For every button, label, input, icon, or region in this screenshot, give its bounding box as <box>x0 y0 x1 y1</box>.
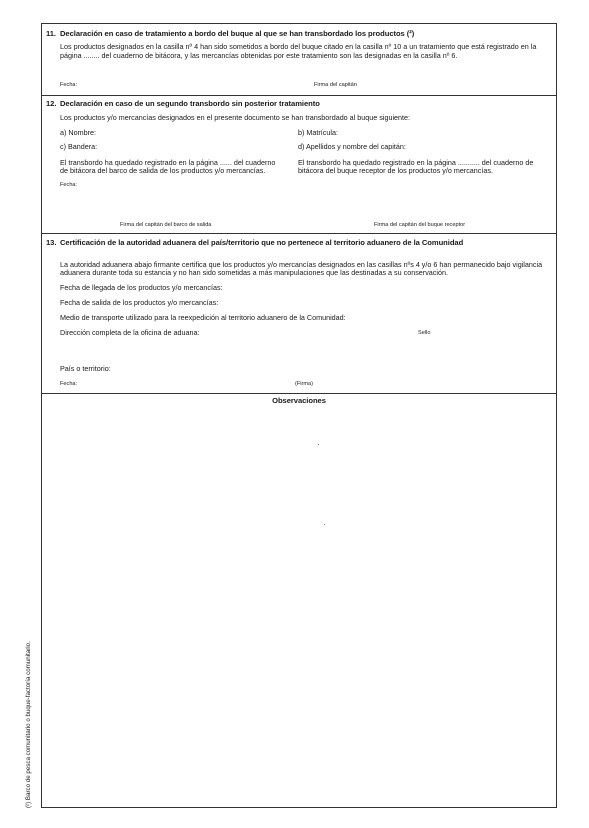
section-13-number: 13. <box>46 238 57 247</box>
stamp-label: Sello <box>418 330 431 336</box>
scan-speck <box>318 444 319 445</box>
form-page <box>41 23 557 808</box>
observations-title: Observaciones <box>272 396 326 405</box>
customs-office-address-label: Dirección completa de la oficina de aduana: <box>60 328 200 337</box>
section-11-body-line-2: página ........ del cuaderno de bitácora, y las mercancías obtenidas por este tratamiento son las designadas en la casilla nº 6. <box>60 51 458 60</box>
ship-registration-label: b) Matrícula: <box>298 128 338 137</box>
receiver-log-line-2: bitácora del buque receptor de los productos y/o mercancías. <box>298 166 493 175</box>
receiver-captain-signature-label: Firma del capitán del buque receptor <box>374 222 466 228</box>
section-12-intro: Los productos y/o mercancías designados en el presente documento se han transbordado al buque siguiente: <box>60 113 411 122</box>
section-11 <box>42 24 556 96</box>
observations-area <box>42 394 556 807</box>
section-11-number: 11. <box>46 29 56 38</box>
section-12-title: Declaración en caso de un segundo transbordo sin posterior tratamiento <box>60 99 320 108</box>
arrival-date-label: Fecha de llegada de los productos y/o mercancías: <box>60 283 223 292</box>
captain-name-label: d) Apellidos y nombre del capitán: <box>298 142 406 151</box>
section-11-signature-label: Firma del capitán <box>314 82 357 88</box>
scan-speck <box>324 524 325 525</box>
section-13-body-line-2: aduanera durante toda su estancia y no han sido sometidas a más manipulaciones que las destinadas a su conservación. <box>60 268 448 277</box>
ship-flag-label: c) Bandera: <box>60 142 98 151</box>
country-territory-label: País o territorio: <box>60 364 111 373</box>
section-13-body-line-1: La autoridad aduanera abajo firmante certifica que los productos y/o mercancías designados en las casillas nºs 4 y/o 6 han permanecido bajo vigilancia <box>60 260 543 269</box>
departure-date-label: Fecha de salida de los productos y/o mercancías: <box>60 298 219 307</box>
section-11-date-label: Fecha: <box>60 82 78 88</box>
section-12-date-label: Fecha: <box>60 182 78 188</box>
section-12-number: 12. <box>46 99 57 108</box>
section-13-title: Certificación de la autoridad aduanera del país/territorio que no pertenece al territorio aduanero de la Comunidad <box>60 238 464 247</box>
departure-captain-signature-label: Firma del capitán del barco de salida <box>120 222 212 228</box>
receiver-log-line-1: El transbordo ha quedado registrado en la página ........... del cuaderno de <box>298 158 534 167</box>
departure-log-line-2: de bitácora del barco de salida de los productos y/o mercancías. <box>60 166 266 175</box>
section-11-body-line-1: Los productos designados en la casilla nº 4 han sido sometidos a bordo del buque citado en la casilla nº 10 a un tratamiento que está registrado en la <box>60 42 537 51</box>
footnote-vertical: (²) Barco de pesca comunitario o buque-factoría comunitario. <box>25 641 32 808</box>
transport-means-label: Medio de transporte utilizado para la reexpedición al territorio aduanero de la Comunidad: <box>60 313 346 322</box>
section-12 <box>42 96 556 234</box>
section-13 <box>42 234 556 394</box>
section-13-date-label: Fecha: <box>60 381 78 387</box>
departure-log-line-1: El transbordo ha quedado registrado en la página ...... del cuaderno <box>60 158 276 167</box>
ship-name-label: a) Nombre: <box>60 128 96 137</box>
section-13-signature-label: (Firma) <box>295 381 314 387</box>
section-11-title: Declaración en caso de tratamiento a bordo del buque al que se han transbordado los productos (²) <box>60 29 415 38</box>
